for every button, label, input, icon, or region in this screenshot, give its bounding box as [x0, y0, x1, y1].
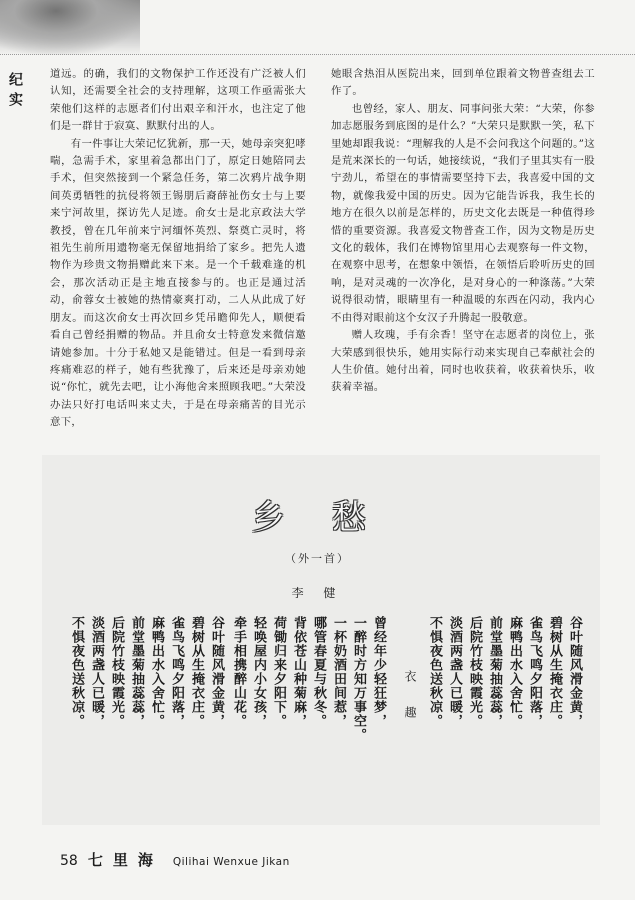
article-paragraph: 道远。的确，我们的文物保护工作还没有广泛被人们认知，还需要全社会的支持理解，这项工作亟需张大荣他们这样的志愿者们付出艰辛和汗水，也注定了他们是一群甘于寂寞、默默付出的人。 [50, 68, 306, 133]
magazine-name: 七里海 [87, 851, 163, 869]
poem-line: 不惧夜色送秋凉。 [69, 616, 84, 728]
header-divider [0, 54, 635, 55]
header-decorative-band [0, 0, 140, 55]
poem-line: 前堂墨菊抽蕊蕊， [487, 616, 502, 728]
poem-line: 一醉时方知万事空。 [351, 616, 366, 742]
article-paragraph: 她眼含热泪从医院出来，回到单位跟着文物普查组去工作了。 [331, 68, 595, 98]
poem-line: 雀鸟飞鸣夕阳落， [527, 616, 542, 728]
poem-line: 一杯奶酒田间惹， [331, 616, 346, 728]
page-footer [60, 849, 290, 869]
poem-line: 哪管春夏与秋冬。 [311, 616, 326, 728]
poem-line: 谷叶随风滑金黄， [567, 616, 582, 728]
poem-title: 乡 愁 [251, 498, 384, 538]
poem-line: 轻唤屋内小女孩， [251, 616, 266, 728]
poem-line: 淡酒两盏人已暖， [447, 616, 462, 728]
article-paragraph: 有一件事让大荣记忆犹新，那一天，她母亲突犯哮喘，急需手术，家里着急都出门了，原定日她陪同去手术，但突然接到一个紧急任务，第二次鸦片战争期间英勇牺牲的抗侵将领王锡朋后裔薛祉伤女士与上要来宁河故里，探访先人足迹。俞女士是北京政法大学教授，曾在几年前来宁河缅怀英烈、祭奠亡灵时，将祖先生前所用遗物毫无保留地捐给了家乡。把先人遗物作为珍贵文物捐赠此来下来。是一个千载难逢的机会，那次活动正是主地直接参与的。也正是通过活动，俞蓉女士被她的热情豪爽打动，二人从此成了好朋友。而这次俞女士再次回乡凭吊瞻仰先人，顺便看看自己曾经捐赠的物品。并且俞女士特意发来微信邀请她参加。十分于私她又是能错过。但是一看到母亲疼痛难忍的样子，她有些犹豫了，后来还是母亲劝她说“你忙，就先去吧，让小海他舍来照顾我吧。”大荣没办法只好打电话叫来丈夫，于是在母亲痛苦的目光示意下， [50, 137, 306, 429]
poem-line: 雀鸟飞鸣夕阳落， [169, 616, 184, 728]
poem-line: 背依苍山种菊麻， [291, 616, 306, 728]
poem-author: 李 健 [291, 586, 344, 600]
poem-line: 谷叶随风滑金黄， [209, 616, 224, 728]
poem-line: 后院竹枝映霞光。 [467, 616, 482, 728]
poem-line: 前堂墨菊抽蕊蕊， [129, 616, 144, 728]
poem-line: 碧树从生掩衣庄。 [189, 616, 204, 728]
article-column-left [50, 66, 306, 432]
poem-line: 牵手相携醉山花。 [231, 616, 246, 728]
article-paragraph: 赠人玫瑰，手有余香！坚守在志愿者的岗位上，张大荣感到很快乐，她用实际行动来实现自己奉献社会的人生价值。她付出着，同时也收获着，收获着快乐，收获着幸福。 [331, 329, 595, 394]
poem-line: 荷锄归来夕阳下。 [271, 616, 286, 728]
poem-line: 碧树从生掩衣庄。 [547, 616, 562, 728]
article-column-right [331, 66, 595, 397]
poem-line: 淡酒两盏人已暖， [89, 616, 104, 728]
poem-2-title: 衣 趣 [403, 670, 417, 728]
poem-line: 不惧夜色送秋凉。 [427, 616, 442, 728]
section-label: 纪实 [7, 72, 23, 112]
poem-line: 后院竹枝映霞光。 [109, 616, 124, 728]
poem-line: 麻鸭出水入舍忙。 [507, 616, 522, 728]
magazine-latin-name: Qilihai Wenxue Jikan [172, 856, 290, 868]
poem-subtitle: （外一首） [285, 552, 350, 565]
poem-line: 麻鸭出水入舍忙。 [149, 616, 164, 728]
poem-line: 曾经年少轻狂梦， [371, 616, 386, 728]
page-number: 58 [60, 853, 78, 869]
article-paragraph: 也曾经，家人、朋友、同事问张大荣：“大荣，你参加志愿服务到底图的是什么？”大荣只是默默一笑，私下里她却跟我说：“理解我的人是不会问我这个问题的。”这是荒来深长的一句话，她接续说，“我们子里其实有一股宁劲儿，希望在的事情需要坚持下去，我喜爱中国的文物，就像我爱中国的历史。因为它能告诉我，我生长的地方在很久以前是怎样的，历史文化去既是一种值得珍惜的重要资源。我喜爱文物普查工作，因为文物是历史文化的载体，我们在博物馆里用心去观察每一件文物，在观察中思考，在想象中领悟，在领悟后聆听历史的回响，是对灵魂的一次净化，是对身心的一种涤荡。”大荣说得很动情，眼睛里有一种温暖的东西在闪动，我内心不由得对眼前这个女汉子升腾起一股敬意。 [331, 102, 595, 324]
